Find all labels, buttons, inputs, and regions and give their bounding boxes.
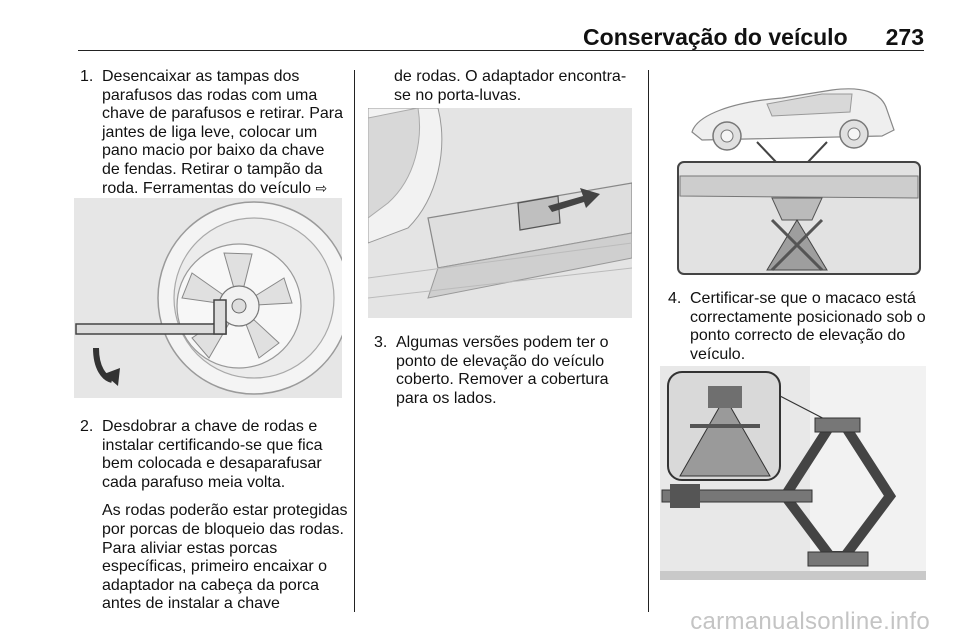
header-divider xyxy=(78,50,924,51)
step-number: 1. xyxy=(80,68,94,85)
column-divider-2 xyxy=(648,70,649,612)
page-number: 273 xyxy=(885,24,924,50)
step-1 xyxy=(80,68,344,217)
step-number: 4. xyxy=(668,290,682,307)
step-2 xyxy=(80,418,348,614)
step-text: Certificar-se que o macaco está correctamente posicionado sob o ponto correcto de elevação do veículo. xyxy=(690,290,926,363)
step-number: 3. xyxy=(374,334,388,351)
step-text: Algumas versões podem ter o ponto de elevação do veículo coberto. Remover a cobertura para os lados. xyxy=(396,334,609,407)
wheel-wrench-illustration xyxy=(74,198,342,398)
step-text: Desdobrar a chave de rodas e instalar certificando-se que fica bem colocada e desaparafusar cada parafuso meia volta. xyxy=(102,418,323,491)
column-1-lower xyxy=(80,418,348,614)
car-jacking-point-illustration xyxy=(672,70,926,278)
section-title: Conservação do veículo xyxy=(583,24,848,50)
column-2-lower xyxy=(374,334,634,408)
step-number: 2. xyxy=(80,418,94,435)
step-note: As rodas poderão estar protegidas por porcas de bloqueio das rodas. Para aliviar estas porcas específicas, primeiro encaixar o adaptador na cabeça da porca antes de instalar a chave xyxy=(102,502,348,613)
arrow-reference-icon: ⇨ xyxy=(315,180,328,197)
column-3 xyxy=(668,290,930,364)
continuation-text: de rodas. O adaptador encontra-se no porta-luvas. xyxy=(394,68,627,104)
column-1 xyxy=(80,68,344,217)
sill-cover-illustration xyxy=(368,108,632,318)
scissor-jack-illustration xyxy=(660,366,926,580)
column-2 xyxy=(394,68,634,105)
step-4 xyxy=(668,290,930,364)
step-text: Desencaixar as tampas dos parafusos das rodas com uma chave de parafusos e retirar. Para jantes de liga leve, colocar um pano macio por baixo da chave de fendas. Retirar o tampão da roda. Ferramentas do veículo xyxy=(102,68,344,197)
column-divider-1 xyxy=(354,70,355,612)
page-header xyxy=(78,24,924,52)
step-3 xyxy=(374,334,634,408)
watermark: carmanualsonline.info xyxy=(690,608,930,635)
